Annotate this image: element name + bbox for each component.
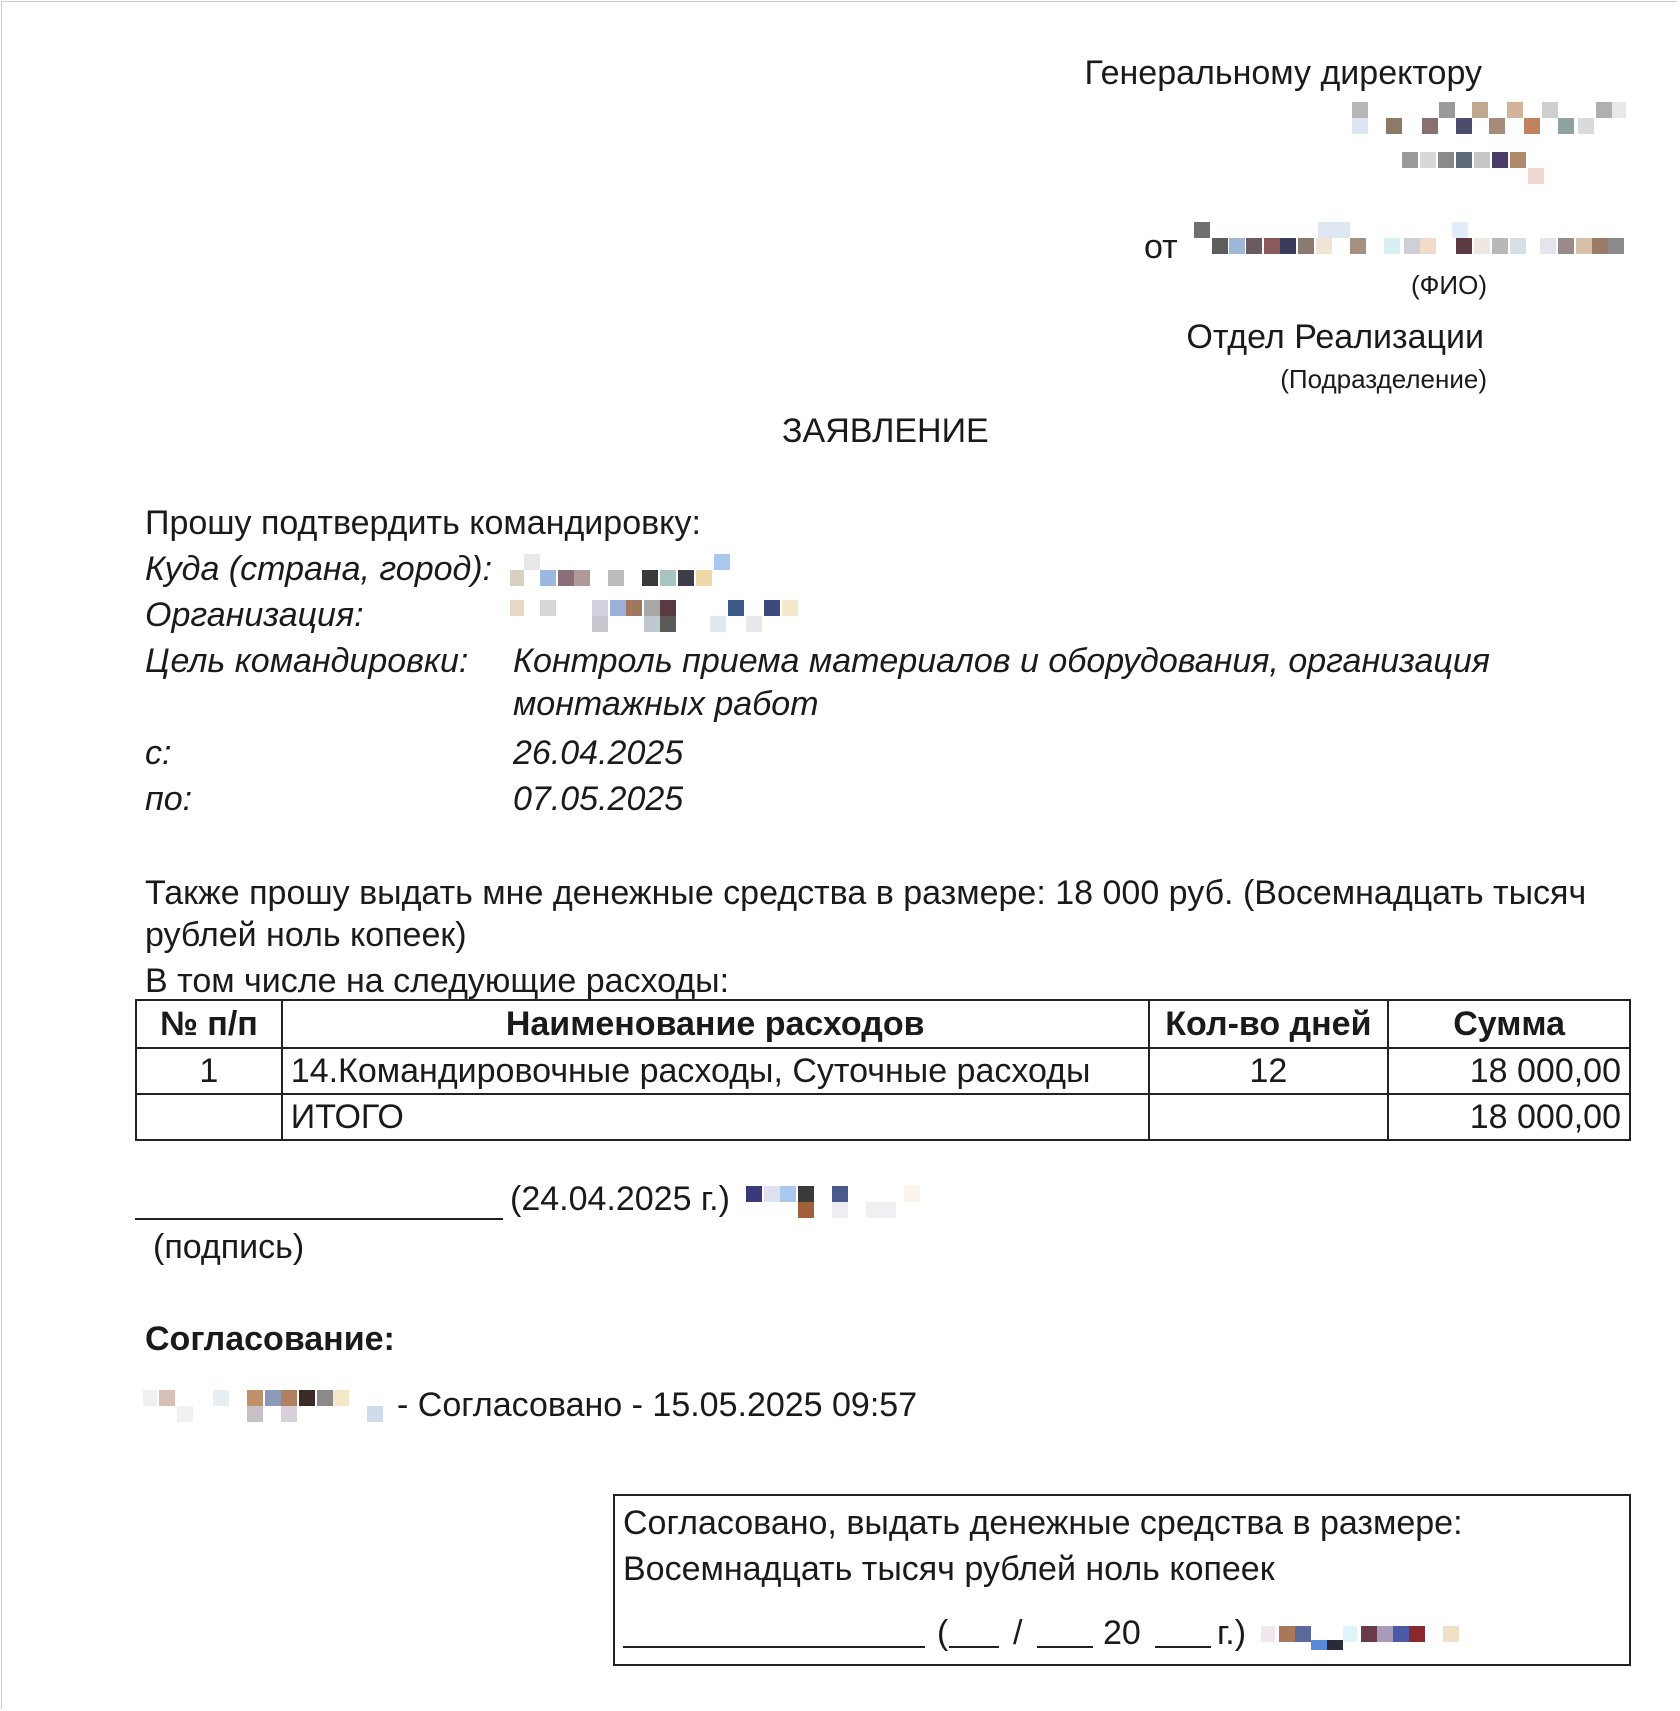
table-total-row [136, 1094, 1630, 1140]
header-expense-name: Наименование расходов [282, 1000, 1149, 1048]
money-request-line1: Также прошу выдать мне денежные средства в размере: 18 000 руб. (Восемнадцать тысяч [145, 874, 1587, 912]
approval-box-line1: Согласовано, выдать денежные средства в размере: [623, 1504, 1463, 1542]
approval-box-line2: Восемнадцать тысяч рублей ноль копеек [623, 1550, 1275, 1588]
to-date-label: по: [145, 780, 193, 818]
row-days: 12 [1149, 1048, 1389, 1094]
organization-label: Организация: [145, 596, 364, 634]
header-days: Кол-во дней [1149, 1000, 1389, 1048]
total-label: ИТОГО [282, 1094, 1149, 1140]
redacted-director-signature-name [1261, 1626, 1461, 1656]
department-caption: (Подразделение) [1280, 364, 1487, 394]
redacted-approver-name [143, 1390, 388, 1424]
money-request-line2: рублей ноль копеек) [145, 916, 467, 954]
signature-date: (24.04.2025 г.) [510, 1180, 730, 1218]
redacted-director-name [1352, 102, 1627, 138]
to-date-value: 07.05.2025 [513, 780, 684, 818]
total-days-empty [1149, 1094, 1389, 1140]
expenses-table [135, 999, 1631, 1141]
year-blank [1155, 1646, 1211, 1648]
sig-open-paren: ( [937, 1614, 949, 1652]
director-signature-line [623, 1646, 925, 1648]
month-blank [1037, 1646, 1093, 1648]
redacted-signer-name [742, 1186, 932, 1220]
signature-caption: (подпись) [153, 1228, 305, 1266]
total-sum: 18 000,00 [1388, 1094, 1630, 1140]
purpose-label: Цель командировки: [145, 642, 469, 680]
from-date-value: 26.04.2025 [513, 734, 684, 772]
applicant-signature-line [135, 1218, 503, 1220]
department-name: Отдел Реализации [1186, 318, 1484, 356]
redacted-organization [510, 600, 800, 634]
approval-title: Согласование: [145, 1320, 395, 1358]
table-header-row [136, 1000, 1630, 1048]
trip-intro: Прошу подтвердить командировку: [145, 504, 701, 542]
row-number: 1 [136, 1048, 282, 1094]
table-row [136, 1048, 1630, 1094]
from-prefix: от [1144, 228, 1178, 266]
addressee-title: Генеральному директору [1084, 54, 1482, 92]
header-sum: Сумма [1388, 1000, 1630, 1048]
approval-status: - Согласовано - 15.05.2025 09:57 [397, 1386, 918, 1424]
sig-year-prefix: 20 [1103, 1614, 1141, 1652]
document-title: ЗАЯВЛЕНИЕ [782, 412, 989, 450]
row-expense-name: 14.Командировочные расходы, Суточные расходы [282, 1048, 1149, 1094]
redacted-destination [510, 554, 730, 590]
document-page [1, 1, 1677, 1709]
total-number-empty [136, 1094, 282, 1140]
approval-resolution-box [613, 1494, 1631, 1666]
row-sum: 18 000,00 [1388, 1048, 1630, 1094]
sig-slash: / [1013, 1614, 1023, 1652]
header-number: № п/п [136, 1000, 282, 1048]
sig-close: г.) [1217, 1614, 1247, 1652]
purpose-value-line1: Контроль приема материалов и оборудования, организация [513, 642, 1490, 680]
redacted-company-name [1402, 152, 1612, 186]
from-date-label: с: [145, 734, 172, 772]
day-blank [949, 1646, 999, 1648]
expenses-intro: В том числе на следующие расходы: [145, 962, 730, 1000]
purpose-value-line2: монтажных работ [513, 685, 819, 723]
destination-label: Куда (страна, город): [145, 550, 493, 588]
fio-caption: (ФИО) [1411, 270, 1487, 300]
redacted-applicant-fio [1194, 222, 1626, 258]
